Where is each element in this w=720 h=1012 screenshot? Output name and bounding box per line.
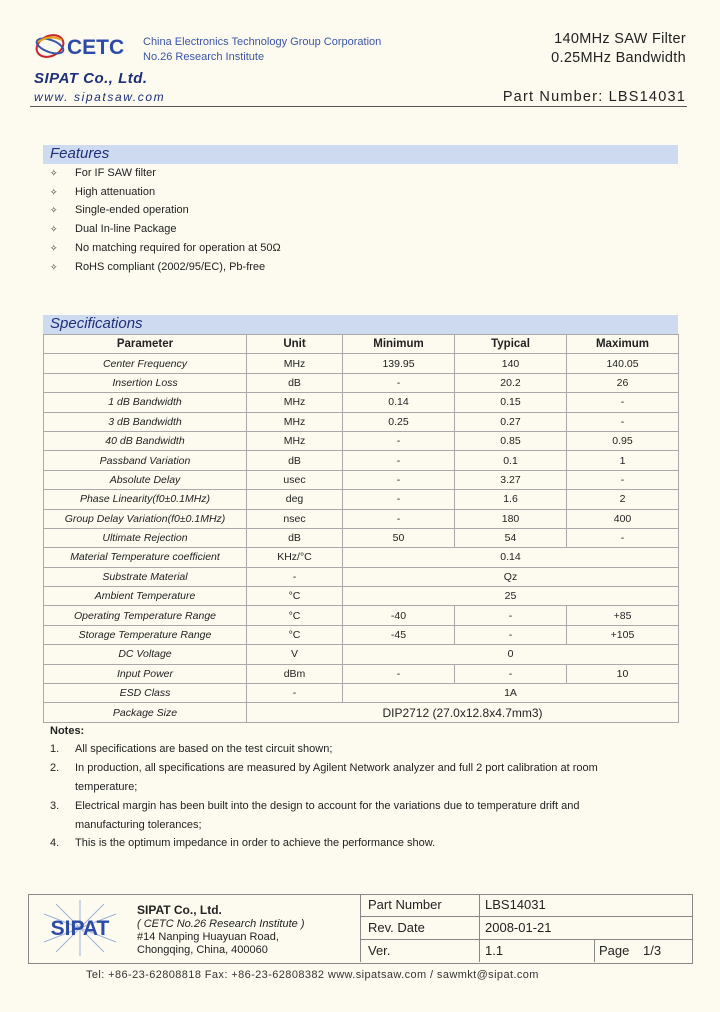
note-text: All specifications are based on the test circuit shown;	[75, 743, 333, 755]
feature-item	[50, 204, 189, 216]
param-name-cell: ESD Class	[44, 684, 247, 703]
feature-item	[50, 186, 155, 198]
value-cell: 0.14	[343, 393, 455, 412]
feature-item	[50, 261, 265, 273]
sipat-logo	[34, 898, 126, 958]
feature-text: For IF SAW filter	[75, 167, 156, 179]
table-header-row	[44, 335, 679, 354]
value-cell: nsec	[247, 509, 343, 528]
cetc-logo-text: CETC	[67, 36, 125, 59]
table-row	[44, 625, 679, 644]
footer-address-1: #14 Nanping Huayuan Road,	[137, 931, 279, 943]
table-row	[44, 451, 679, 470]
value-cell: -	[455, 664, 567, 683]
param-name-cell: Ambient Temperature	[44, 587, 247, 606]
version-label: Ver.	[368, 943, 391, 958]
column-header: Maximum	[567, 335, 679, 354]
param-name-cell: Group Delay Variation(f0±0.1MHz)	[44, 509, 247, 528]
table-row	[44, 490, 679, 509]
footer-institute: ( CETC No.26 Research Institute )	[137, 918, 305, 930]
value-cell: -	[343, 509, 455, 528]
value-cell: usec	[247, 470, 343, 489]
param-name-cell: 40 dB Bandwidth	[44, 431, 247, 450]
value-cell: MHz	[247, 393, 343, 412]
rev-date-label: Rev. Date	[368, 920, 425, 935]
product-subtitle: 0.25MHz Bandwidth	[551, 50, 686, 66]
value-cell: -	[567, 528, 679, 547]
feature-item	[50, 242, 281, 254]
value-cell: -	[247, 567, 343, 586]
value-cell: +85	[567, 606, 679, 625]
value-cell: -	[455, 625, 567, 644]
value-cell: -	[567, 393, 679, 412]
value-cell: 3.27	[455, 470, 567, 489]
footer-company: SIPAT Co., Ltd.	[137, 903, 222, 917]
version-value: 1.1	[485, 943, 504, 958]
value-cell: 140.05	[567, 354, 679, 373]
note-text: This is the optimum impedance in order to achieve the performance show.	[75, 837, 436, 849]
header-divider	[30, 106, 687, 107]
value-cell: 400	[567, 509, 679, 528]
part-number-value: LBS14031	[485, 897, 546, 912]
value-cell: -	[567, 412, 679, 431]
value-cell: 50	[343, 528, 455, 547]
value-cell: 139.95	[343, 354, 455, 373]
param-name-cell: Storage Temperature Range	[44, 625, 247, 644]
table-row	[44, 373, 679, 392]
table-row	[44, 528, 679, 547]
footer-info-grid	[360, 894, 692, 962]
value-cell: -	[343, 470, 455, 489]
value-cell: KHz/°C	[247, 548, 343, 567]
table-row	[44, 548, 679, 567]
feature-text: Dual In-line Package	[75, 223, 177, 236]
column-header: Parameter	[44, 335, 247, 354]
param-name-cell: 3 dB Bandwidth	[44, 412, 247, 431]
param-name-cell: DC Voltage	[44, 645, 247, 664]
value-cell: 1	[567, 451, 679, 470]
param-name-cell: Passband Variation	[44, 451, 247, 470]
value-cell: 1.6	[455, 490, 567, 509]
feature-text: No matching required for operation at 50Ω	[75, 241, 281, 254]
feature-text: Single-ended operation	[75, 204, 189, 217]
value-cell: -	[343, 373, 455, 392]
notes-heading: Notes:	[50, 725, 85, 737]
value-cell: 1A	[343, 684, 679, 703]
value-cell: 25	[343, 587, 679, 606]
param-name-cell: Ultimate Rejection	[44, 528, 247, 547]
note-text: Electrical margin has been built into the design to account for the variations due to temperature drift and	[75, 800, 580, 812]
value-cell: -	[343, 431, 455, 450]
value-cell: 0.25	[343, 412, 455, 431]
company-name: SIPAT Co., Ltd.	[34, 70, 148, 87]
specs-heading-bar	[43, 315, 678, 334]
value-cell: 0	[343, 645, 679, 664]
sipat-logo-text: SIPAT	[50, 917, 110, 940]
value-cell: 10	[567, 664, 679, 683]
value-cell: -	[567, 470, 679, 489]
value-cell: -40	[343, 606, 455, 625]
feature-text: RoHS compliant (2002/95/EC), Pb-free	[75, 260, 266, 273]
value-cell: 2	[567, 490, 679, 509]
table-row	[44, 645, 679, 664]
feature-item	[50, 167, 156, 179]
table-row	[44, 587, 679, 606]
value-cell: dB	[247, 451, 343, 470]
value-cell: 20.2	[455, 373, 567, 392]
table-row	[44, 567, 679, 586]
website-link[interactable]: www. sipatsaw.com	[34, 90, 166, 104]
value-cell: MHz	[247, 354, 343, 373]
value-cell: MHz	[247, 412, 343, 431]
param-name-cell: Center Frequency	[44, 354, 247, 373]
note-number: 3.	[50, 800, 60, 812]
bullet-icon: ✧	[50, 261, 58, 272]
param-name-cell: Insertion Loss	[44, 373, 247, 392]
param-name-cell: Phase Linearity(f0±0.1MHz)	[44, 490, 247, 509]
note-text-continued: manufacturing tolerances;	[75, 818, 202, 831]
value-cell: 54	[455, 528, 567, 547]
value-cell: Qz	[343, 567, 679, 586]
rev-date-value: 2008-01-21	[485, 920, 552, 935]
table-row	[44, 412, 679, 431]
param-name-cell: 1 dB Bandwidth	[44, 393, 247, 412]
table-row	[44, 664, 679, 683]
part-number: Part Number: LBS14031	[502, 89, 686, 105]
table-row	[44, 606, 679, 625]
value-cell: 0.15	[455, 393, 567, 412]
table-row	[44, 393, 679, 412]
value-cell: -45	[343, 625, 455, 644]
value-cell: 0.95	[567, 431, 679, 450]
note-number: 4.	[50, 837, 60, 849]
table-row	[44, 509, 679, 528]
value-cell: -	[343, 451, 455, 470]
column-header: Minimum	[343, 335, 455, 354]
feature-text: High attenuation	[75, 185, 156, 198]
note-number: 1.	[50, 743, 60, 755]
bullet-icon: ✧	[50, 186, 58, 197]
table-row	[44, 684, 679, 703]
value-cell: -	[455, 606, 567, 625]
param-name-cell: Operating Temperature Range	[44, 606, 247, 625]
value-cell: dB	[247, 528, 343, 547]
column-header: Unit	[247, 335, 343, 354]
table-row	[44, 431, 679, 450]
param-name-cell: Substrate Material	[44, 567, 247, 586]
corp-name: China Electronics Technology Group Corporation	[143, 36, 382, 48]
value-cell: -	[343, 490, 455, 509]
specifications-table	[43, 334, 679, 723]
table-row	[44, 703, 679, 722]
bullet-icon: ✧	[50, 242, 58, 253]
note-text-continued: temperature;	[75, 780, 138, 793]
contact-line: Tel: +86-23-62808818 Fax: +86-23-62808382 www.sipatsaw.com / sawmkt@sipat.com	[86, 969, 539, 981]
value-cell: 180	[455, 509, 567, 528]
table-row	[44, 470, 679, 489]
footer-address-2: Chongqing, China, 400060	[137, 944, 268, 956]
value-cell: °C	[247, 587, 343, 606]
value-cell: °C	[247, 625, 343, 644]
feature-item	[50, 223, 177, 235]
specs-heading: Specifications	[50, 315, 143, 332]
value-cell: V	[247, 645, 343, 664]
param-name-cell: Absolute Delay	[44, 470, 247, 489]
param-name-cell: Input Power	[44, 664, 247, 683]
part-number-label: Part Number	[368, 897, 442, 912]
product-title: 140MHz SAW Filter	[554, 31, 686, 47]
cetc-logo	[34, 28, 132, 64]
value-cell: dB	[247, 373, 343, 392]
column-header: Typical	[455, 335, 567, 354]
bullet-icon: ✧	[50, 224, 58, 235]
bullet-icon: ✧	[50, 168, 58, 178]
value-cell: 0.85	[455, 431, 567, 450]
value-cell: MHz	[247, 431, 343, 450]
value-cell: dBm	[247, 664, 343, 683]
page-label: Page	[599, 943, 630, 958]
value-cell: 0.27	[455, 412, 567, 431]
table-row	[44, 354, 679, 373]
value-cell: deg	[247, 490, 343, 509]
value-cell: 140	[455, 354, 567, 373]
page-value: 1/3	[643, 943, 662, 958]
value-cell: -	[247, 684, 343, 703]
param-name-cell: Material Temperature coefficient	[44, 548, 247, 567]
note-text: In production, all specifications are measured by Agilent Network analyzer and full 2 port calibration at room	[75, 762, 598, 774]
value-cell: +105	[567, 625, 679, 644]
bullet-icon: ✧	[50, 205, 58, 216]
value-cell: °C	[247, 606, 343, 625]
institute-name: No.26 Research Institute	[143, 51, 265, 63]
value-cell: -	[343, 664, 455, 683]
value-cell: 26	[567, 373, 679, 392]
value-cell: DIP2712 (27.0x12.8x4.7mm3)	[247, 703, 679, 722]
value-cell: 0.1	[455, 451, 567, 470]
features-heading-bar	[43, 145, 678, 164]
note-number: 2.	[50, 762, 60, 774]
value-cell: 0.14	[343, 548, 679, 567]
param-name-cell: Package Size	[44, 703, 247, 722]
features-heading: Features	[50, 145, 110, 162]
